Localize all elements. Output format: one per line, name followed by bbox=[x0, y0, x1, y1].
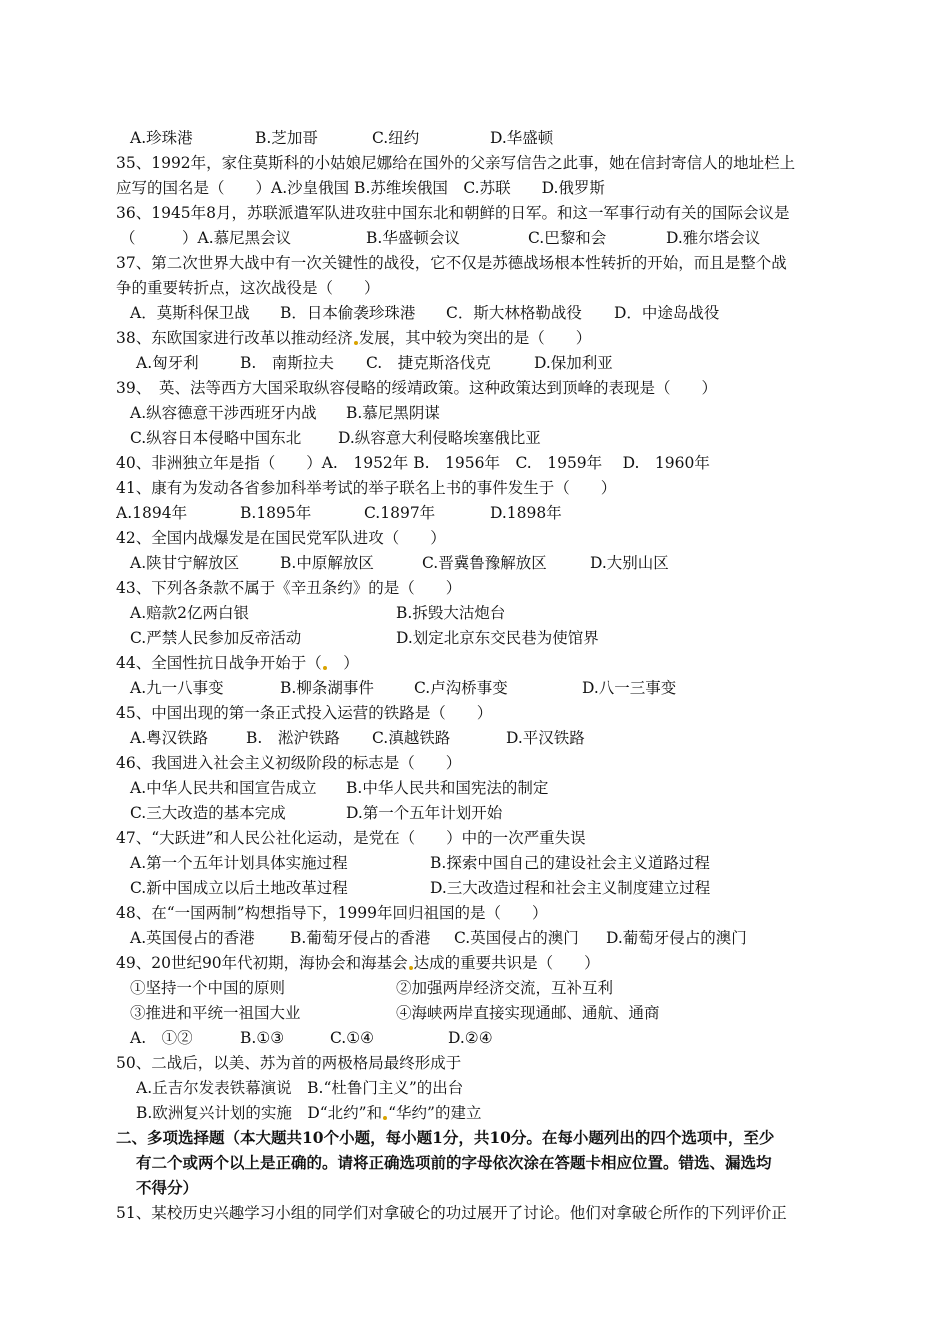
q38-stem bbox=[116, 328, 846, 348]
q43-option-c: C.严禁人民参加反帝活动 bbox=[130, 629, 302, 647]
q45-option-c: C.滇越铁路 bbox=[372, 729, 451, 747]
q48-option-a: A.英国侵占的香港 bbox=[130, 929, 255, 947]
q45-stem: 45、中国出现的第一条正式投入运营的铁路是（ ） bbox=[116, 704, 493, 722]
q51-stem: 51、某校历史兴趣学习小组的同学们对拿破仑的功过展开了讨论。他们对拿破仑所作的下列评价正 bbox=[116, 1204, 787, 1222]
q46-row-1 bbox=[116, 778, 846, 798]
q41-option-a: A.1894年 bbox=[116, 504, 188, 522]
q46-option-a: A.中华人民共和国宣告成立 bbox=[130, 779, 317, 797]
q44-stem-part-a: 44、全国性抗日战争开始于（ bbox=[116, 654, 322, 672]
q47-option-c: C.新中国成立以后土地改革过程 bbox=[130, 879, 348, 897]
q48-options-row bbox=[116, 928, 846, 948]
q47-stem: 47、“大跃进”和人民公社化运动，是党在（ ）中的一次严重失误 bbox=[116, 829, 586, 847]
stray-mark bbox=[354, 341, 358, 345]
q44-options-row bbox=[116, 678, 846, 698]
q36-option-b: B.华盛顿会议 bbox=[366, 229, 460, 247]
section2-heading-line-3: 不得分） bbox=[136, 1178, 199, 1197]
q35-line-1: 35、1992年，家住莫斯科的小姑娘尼娜给在国外的父亲写信告之此事，她在信封寄信人的地址栏上 bbox=[116, 154, 796, 172]
q50-row-2-part-b: “华约”的建立 bbox=[388, 1104, 482, 1122]
q45-option-b: B. 淞沪铁路 bbox=[246, 729, 340, 747]
q41-option-b: B.1895年 bbox=[240, 504, 312, 522]
q47-option-d: D.三大改造过程和社会主义制度建立过程 bbox=[430, 879, 711, 897]
q37-line-2: 争的重要转折点，这次战役是（ ） bbox=[116, 279, 380, 297]
q50-stem: 50、二战后，以美、苏为首的两极格局最终形成于 bbox=[116, 1054, 462, 1072]
q50-row-2-part-a: B.欧洲复兴计划的实施 D“北约”和 bbox=[136, 1104, 383, 1122]
q48-stem: 48、在“一国两制”构想指导下，1999年回归祖国的是（ ） bbox=[116, 904, 548, 922]
q46-row-2 bbox=[116, 803, 846, 823]
q37-option-b: B．日本偷袭珍珠港 bbox=[280, 304, 416, 322]
q34-option-d: D.华盛顿 bbox=[490, 129, 554, 147]
q37-options-row bbox=[116, 303, 846, 323]
q45-option-d: D.平汉铁路 bbox=[506, 729, 585, 747]
q39-option-a: A.纵容德意干涉西班牙内战 bbox=[130, 404, 317, 422]
q39-stem: 39、 英、法等西方大国采取纵容侵略的绥靖政策。这种政策达到顶峰的表现是（ ） bbox=[116, 379, 717, 397]
section2-heading-line-2: 有二个或两个以上是正确的。请将正确选项前的字母依次涂在答题卡相应位置。错选、漏选均 bbox=[136, 1153, 772, 1172]
q49-stem-part-a: 49、20世纪90年代初期，海协会和海基会 bbox=[116, 954, 408, 972]
q39-row-2 bbox=[116, 428, 846, 448]
q44-stem-part-b: ） bbox=[327, 654, 359, 672]
q37-option-c: C．斯大林格勒战役 bbox=[446, 304, 582, 322]
q42-options-row bbox=[116, 553, 846, 573]
q36-line-2 bbox=[116, 228, 846, 248]
q36-option-a: （ ）A.慕尼黑会议 bbox=[120, 229, 292, 247]
q48-option-b: B.葡萄牙侵占的香港 bbox=[290, 929, 431, 947]
q39-option-c: C.纵容日本侵略中国东北 bbox=[130, 429, 302, 447]
q38-option-a: A.匈牙利 bbox=[136, 354, 199, 372]
q43-option-a: A.赔款2亿两白银 bbox=[130, 604, 249, 622]
q49-stem-part-b: 达成的重要共识是（ ） bbox=[413, 954, 600, 972]
q48-option-d: D.葡萄牙侵占的澳门 bbox=[606, 929, 747, 947]
q49-item-3: ③推进和平统一祖国大业 bbox=[130, 1004, 301, 1022]
stray-mark bbox=[323, 666, 327, 670]
q43-row-1 bbox=[116, 603, 846, 623]
q37-option-a: A．莫斯科保卫战 bbox=[130, 304, 250, 322]
q38-stem-part-b: 发展，其中较为突出的是（ ） bbox=[358, 329, 592, 347]
q49-item-4: ④海峡两岸直接实现通邮、通航、通商 bbox=[396, 1004, 660, 1022]
q49-row-1 bbox=[116, 978, 846, 998]
q34-option-c: C.纽约 bbox=[372, 129, 420, 147]
q43-row-2 bbox=[116, 628, 846, 648]
q36-line-1: 36、1945年8月，苏联派遣军队进攻驻中国东北和朝鲜的日军。和这一军事行动有关的国际会议是 bbox=[116, 204, 790, 222]
q38-stem-part-a: 38、东欧国家进行改革以推动经济 bbox=[116, 329, 353, 347]
q38-option-d: D.保加利亚 bbox=[534, 354, 613, 372]
q44-stem bbox=[116, 653, 846, 673]
q46-option-c: C.三大改造的基本完成 bbox=[130, 804, 286, 822]
q49-item-1: ①坚持一个中国的原则 bbox=[130, 979, 286, 997]
q44-option-d: D.八一三事变 bbox=[582, 679, 677, 697]
q49-option-b: B.①③ bbox=[240, 1029, 285, 1047]
q50-row-1: A.丘吉尔发表铁幕演说 B.“杜鲁门主义”的出台 bbox=[136, 1079, 464, 1097]
stray-mark bbox=[409, 966, 413, 970]
q46-option-d: D.第一个五年计划开始 bbox=[346, 804, 503, 822]
q49-stem bbox=[116, 953, 846, 973]
q34-option-b: B.芝加哥 bbox=[255, 129, 318, 147]
q47-row-1 bbox=[116, 853, 846, 873]
q36-option-c: C.巴黎和会 bbox=[528, 229, 607, 247]
q49-option-a: A. ①② bbox=[130, 1029, 193, 1047]
q44-option-a: A.九一八事变 bbox=[130, 679, 224, 697]
q37-option-d: D．中途岛战役 bbox=[614, 304, 720, 322]
q42-option-b: B.中原解放区 bbox=[280, 554, 374, 572]
q38-option-c: C. 捷克斯洛伐克 bbox=[366, 354, 491, 372]
q49-option-c: C.①④ bbox=[330, 1029, 375, 1047]
q43-stem: 43、下列各条款不属于《辛丑条约》的是（ ） bbox=[116, 579, 462, 597]
q44-option-b: B.柳条湖事件 bbox=[280, 679, 374, 697]
q39-option-b: B.慕尼黑阴谋 bbox=[346, 404, 440, 422]
q41-option-d: D.1898年 bbox=[490, 504, 562, 522]
q41-option-c: C.1897年 bbox=[364, 504, 436, 522]
q43-option-b: B.拆毁大沽炮台 bbox=[396, 604, 506, 622]
q47-option-b: B.探索中国自己的建设社会主义道路过程 bbox=[430, 854, 710, 872]
q49-options-row bbox=[116, 1028, 846, 1048]
q35-line-2: 应写的国名是（ ）A.沙皇俄国 B.苏维埃俄国 C.苏联 D.俄罗斯 bbox=[116, 179, 605, 197]
q47-option-a: A.第一个五年计划具体实施过程 bbox=[130, 854, 348, 872]
q42-option-c: C.晋冀鲁豫解放区 bbox=[422, 554, 547, 572]
q46-option-b: B.中华人民共和国宪法的制定 bbox=[346, 779, 549, 797]
q43-option-d: D.划定北京东交民巷为使馆界 bbox=[396, 629, 599, 647]
q45-option-a: A.粤汉铁路 bbox=[130, 729, 209, 747]
section2-heading-line-1: 二、多项选择题（本大题共10个小题，每小题1分，共10分。在每小题列出的四个选项中，至少 bbox=[116, 1128, 775, 1147]
stray-mark bbox=[383, 1116, 387, 1120]
q39-row-1 bbox=[116, 403, 846, 423]
q45-options-row bbox=[116, 728, 846, 748]
q42-option-d: D.大别山区 bbox=[590, 554, 669, 572]
q36-option-d: D.雅尔塔会议 bbox=[666, 229, 761, 247]
q37-line-1: 37、第二次世界大战中有一次关键性的战役，它不仅是苏德战场根本性转折的开始，而且是整个战 bbox=[116, 254, 787, 272]
q42-option-a: A.陕甘宁解放区 bbox=[130, 554, 240, 572]
q50-row-2 bbox=[136, 1103, 866, 1123]
q44-option-c: C.卢沟桥事变 bbox=[414, 679, 508, 697]
q34-options-row bbox=[116, 128, 846, 148]
q34-option-a: A.珍珠港 bbox=[130, 129, 193, 147]
q49-row-2 bbox=[116, 1003, 846, 1023]
q41-stem: 41、康有为发动各省参加科举考试的举子联名上书的事件发生于（ ） bbox=[116, 479, 617, 497]
q38-option-b: B. 南斯拉夫 bbox=[240, 354, 334, 372]
q42-stem: 42、全国内战爆发是在国民党军队进攻（ ） bbox=[116, 529, 446, 547]
q47-row-2 bbox=[116, 878, 846, 898]
q49-option-d: D.②④ bbox=[448, 1029, 493, 1047]
q40-line: 40、非洲独立年是指（ ）A. 1952年 B. 1956年 C. 1959年 D. 1960年 bbox=[116, 454, 710, 472]
q39-option-d: D.纵容意大利侵略埃塞俄比亚 bbox=[338, 429, 541, 447]
q46-stem: 46、我国进入社会主义初级阶段的标志是（ ） bbox=[116, 754, 462, 772]
q48-option-c: C.英国侵占的澳门 bbox=[454, 929, 579, 947]
q38-options-row bbox=[116, 353, 846, 373]
q49-item-2: ②加强两岸经济交流，互补互利 bbox=[396, 979, 614, 997]
q41-options-row bbox=[116, 503, 846, 523]
